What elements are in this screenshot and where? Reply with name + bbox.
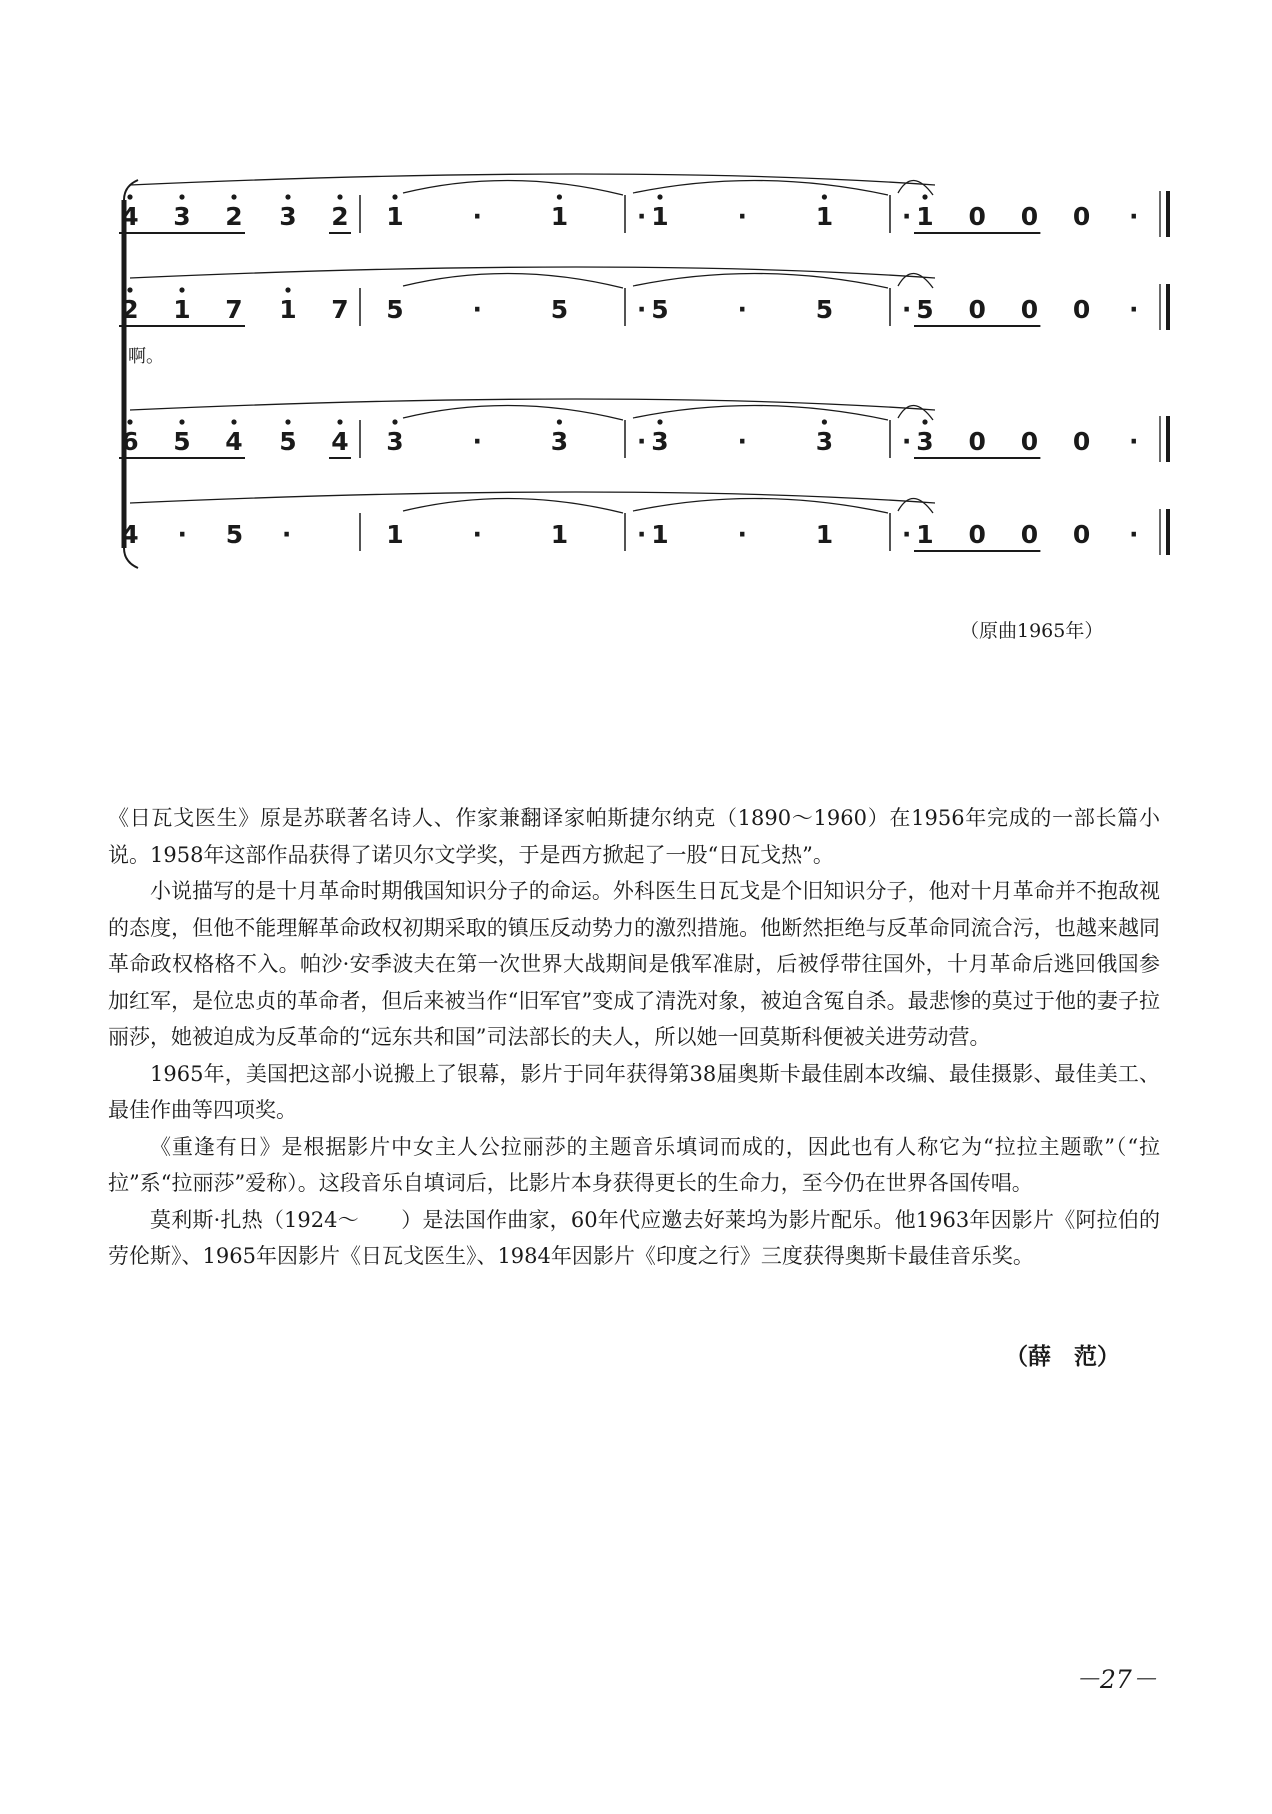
slur (633, 498, 888, 513)
note: 1 (386, 202, 404, 231)
note: 1 (651, 202, 669, 231)
paragraph: 《日瓦戈医生》原是苏联著名诗人、作家兼翻译家帕斯捷尔纳克（1890～1960）在1956年完成的一部长篇小说。1958年这部作品获得了诺贝尔文学奖，于是西方掀起了一股“日瓦戈热”。 (108, 806, 1160, 867)
octave-dot (285, 419, 290, 424)
note: · (636, 202, 647, 231)
octave-dot (822, 419, 827, 424)
note: 1 (173, 295, 191, 324)
octave-dot (127, 287, 132, 292)
octave-dot (657, 419, 662, 424)
note: · (281, 520, 292, 549)
note: 4 (121, 520, 139, 549)
note: 3 (815, 427, 834, 456)
octave-dot (285, 194, 290, 199)
note: · (1129, 520, 1139, 549)
octave-dot (179, 419, 184, 424)
note: 1 (279, 295, 297, 324)
note: 3 (279, 202, 297, 231)
slur (633, 180, 888, 195)
note: 2 (225, 202, 243, 231)
octave-dot (557, 194, 562, 199)
note: 0 (1020, 520, 1039, 549)
system-bracket (124, 548, 138, 568)
note: · (636, 295, 647, 324)
paragraph: 莫利斯·扎热（1924～ ）是法国作曲家，60年代应邀去好莱坞为影片配乐。他1963年因影片《阿拉伯的劳伦斯》、1965年因影片《日瓦戈医生》、1984年因影片《印度之行》三度获得奥斯卡最佳音乐奖。 (108, 1207, 1160, 1268)
jianpu-score (0, 0, 1272, 600)
note: 4 (121, 202, 139, 231)
note: 5 (279, 427, 297, 456)
slur (403, 273, 623, 288)
note: 0 (968, 520, 986, 549)
note: · (901, 520, 912, 549)
note: 0 (968, 202, 986, 231)
page-number: －27－ (1075, 1665, 1157, 1694)
note: 1 (651, 520, 669, 549)
octave-dot (392, 419, 397, 424)
note: · (737, 202, 747, 231)
note: 3 (386, 427, 404, 456)
note: · (472, 520, 482, 549)
note: · (636, 520, 647, 549)
note: 1 (916, 520, 934, 549)
octave-dot (231, 419, 236, 424)
note: · (737, 427, 747, 456)
source-note: （原曲1965年） (960, 620, 1104, 642)
octave-dot (127, 419, 132, 424)
slur (403, 405, 623, 420)
paragraph: 小说描写的是十月革命时期俄国知识分子的命运。外科医生日瓦戈是个旧知识分子，他对十月革命并不抱敌视的态度，但他不能理解革命政权初期采取的镇压反动势力的激烈措施。他断然拒绝与反革命同流合污，也越来越同革命政权格格不入。帕沙·安季波夫在第一次世界大战期间是俄军准尉，后被俘带往国外，十月革命后逃回俄国参加红军，是位忠贞的革命者，但后来被当作“旧军官”变成了清洗对象，被迫含冤自杀。最悲惨的莫过于他的妻子拉丽莎，她被迫成为反革命的“远东共和国”司法部长的夫人，所以她一回莫斯科便被关进劳动营。 (108, 879, 1160, 1049)
octave-dot (822, 194, 827, 199)
octave-dot (337, 194, 342, 199)
note: 1 (386, 520, 404, 549)
octave-dot (392, 194, 397, 199)
note: 5 (916, 295, 934, 324)
octave-dot (127, 194, 132, 199)
note: · (901, 427, 912, 456)
note: 0 (968, 295, 986, 324)
note: 5 (173, 427, 191, 456)
note: 1 (815, 520, 834, 549)
octave-dot (657, 194, 662, 199)
note: · (177, 520, 187, 549)
octave-dot (179, 287, 184, 292)
note: 5 (550, 295, 569, 324)
note: 3 (173, 202, 191, 231)
octave-dot (922, 194, 927, 199)
note: 7 (225, 295, 243, 324)
note: 1 (550, 202, 569, 231)
note: · (472, 202, 482, 231)
note: · (472, 427, 482, 456)
note: 3 (651, 427, 669, 456)
note: · (901, 295, 912, 324)
note: 2 (121, 295, 139, 324)
paragraph: 1965年，美国把这部小说搬上了银幕，影片于同年获得第38届奥斯卡最佳剧本改编、最佳摄影、最佳美工、最佳作曲等四项奖。 (108, 1061, 1160, 1122)
octave-dot (231, 194, 236, 199)
slur (633, 273, 888, 288)
note: 0 (968, 427, 986, 456)
note: 3 (550, 427, 569, 456)
note: 0 (1020, 202, 1039, 231)
note: · (1129, 295, 1139, 324)
note: 0 (1072, 427, 1091, 456)
lyric-text: 啊。 (128, 346, 164, 367)
note: 5 (225, 520, 244, 549)
article-body (108, 800, 1160, 1275)
author-credit: （薛 范） (1005, 1343, 1120, 1370)
note: 0 (1020, 427, 1039, 456)
note: 2 (331, 202, 349, 231)
note: 1 (550, 520, 569, 549)
note: 4 (225, 427, 243, 456)
note: 5 (386, 295, 404, 324)
note: 5 (815, 295, 834, 324)
slur (633, 405, 888, 420)
note: 7 (331, 295, 349, 324)
octave-dot (922, 419, 927, 424)
note: 0 (1072, 295, 1091, 324)
octave-dot (337, 419, 342, 424)
note: 6 (121, 427, 139, 456)
slur (403, 498, 623, 513)
slur (403, 180, 623, 195)
note: · (1129, 427, 1139, 456)
note: 5 (651, 295, 669, 324)
octave-dot (179, 194, 184, 199)
note: 4 (331, 427, 349, 456)
note: 0 (1020, 295, 1039, 324)
paragraph: 《重逢有日》是根据影片中女主人公拉丽莎的主题音乐填词而成的，因此也有人称它为“拉拉主题歌”（“拉拉”系“拉丽莎”爱称）。这段音乐自填词后，比影片本身获得更长的生命力，至今仍在世界各国传唱。 (108, 1134, 1160, 1195)
note: · (737, 295, 747, 324)
note: · (636, 427, 647, 456)
note: 0 (1072, 202, 1091, 231)
note: 0 (1072, 520, 1091, 549)
note: 1 (815, 202, 834, 231)
note: 1 (916, 202, 934, 231)
octave-dot (557, 419, 562, 424)
note: · (737, 520, 747, 549)
note: · (1129, 202, 1139, 231)
octave-dot (285, 287, 290, 292)
note: · (901, 202, 912, 231)
note: · (472, 295, 482, 324)
note: 3 (916, 427, 934, 456)
